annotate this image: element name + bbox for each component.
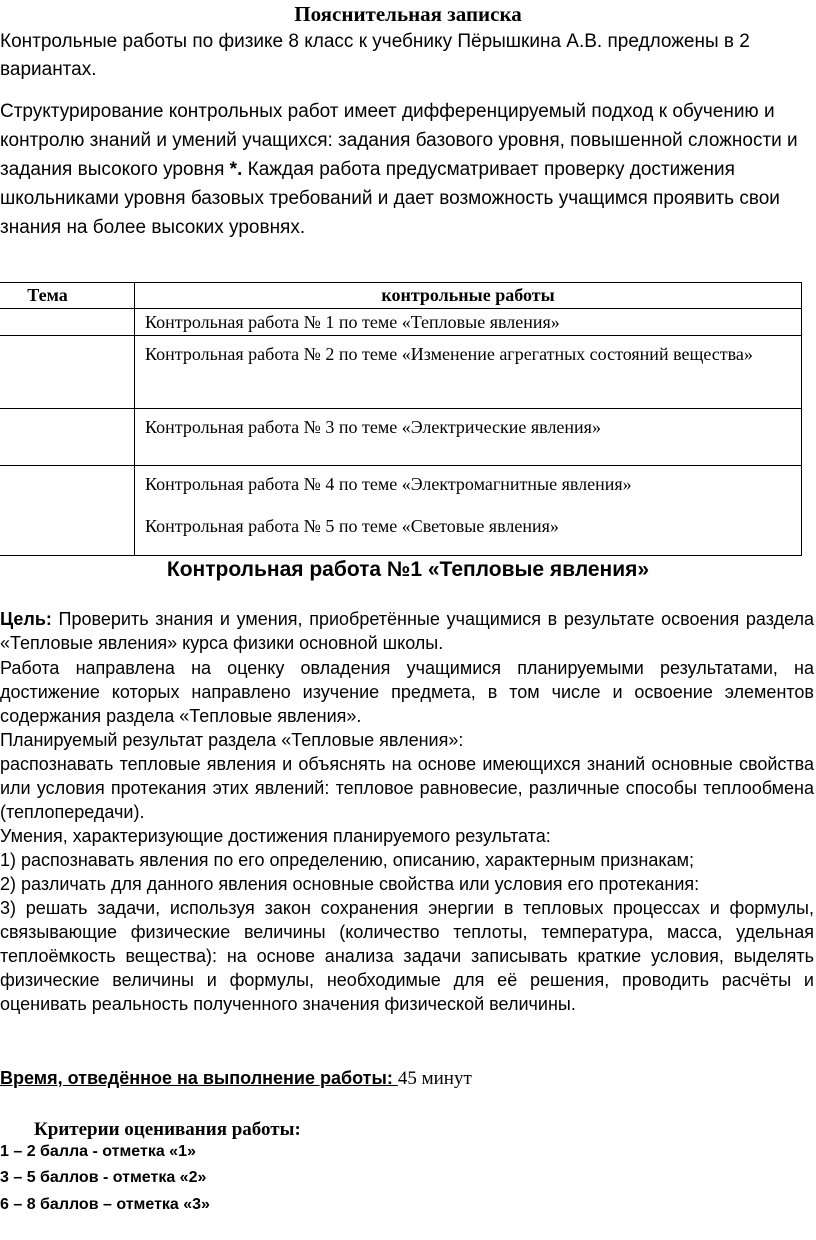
row-work-text: Контрольная работа № 2 по теме «Изменение агрегатных состояний вещества»	[145, 344, 753, 364]
structure-line-1: Структурирование контрольных работ имеет дифференцируемый подход к обучению и	[0, 101, 775, 122]
structure-line-2: контролю знаний и умений учащихся: задания базового уровня, повышенной сложности и	[0, 130, 798, 151]
structure-line-5: знания на более высоких уровнях.	[0, 217, 306, 238]
row-work-text: Контрольная работа № 5 по теме «Световые явления»	[145, 516, 559, 536]
page-title: Пояснительная записка	[294, 2, 522, 26]
row-term-text	[0, 336, 134, 369]
structure-line-3a: задания высокого уровня	[0, 159, 230, 180]
criteria-item: 6 – 8 баллов – отметка «3»	[0, 1196, 210, 1213]
intro-line-1: Контрольные работы по физике 8 класс к учебнику Пёрышкина А.В. предложены в 2	[0, 31, 750, 52]
row-work-text: Контрольная работа № 3 по теме «Электрические явления»	[145, 417, 601, 437]
row-work	[135, 409, 802, 466]
row-term-text	[0, 409, 134, 442]
time-label: Время, отведённое на выполнение работы:	[0, 1068, 398, 1088]
goal-text: Проверить знания и умения, приобретённые учащимися в результате освоения раздела «Тепловые явления» курса физики основной школы.	[0, 609, 814, 653]
planned-label: Планируемый результат раздела «Тепловые явления»:	[0, 730, 464, 750]
skills-label: Умения, характеризующие достижения планируемого результата:	[0, 826, 551, 846]
table-row	[0, 409, 802, 466]
table-row	[0, 336, 802, 409]
row-term-text	[0, 309, 134, 335]
time-line	[0, 1068, 472, 1090]
row-work	[135, 309, 802, 336]
row-work-text: Контрольная работа № 1 по теме «Тепловые явления»	[145, 312, 560, 332]
high-level-star: *.	[229, 159, 243, 180]
row-work	[135, 466, 802, 556]
structure-line-3	[0, 155, 735, 184]
criteria-item: 1 – 2 балла - отметка «1»	[0, 1143, 196, 1160]
section-title: Контрольная работа №1 «Тепловые явления»	[166, 558, 650, 581]
structure-line-4: школьниками уровня базовых требований и дает возможность учащимся проявить свои	[0, 188, 780, 209]
work-paragraph: Работа направлена на оценку овладения учащимися планируемыми результатами, на достижение которых направлено изучение предмета, в том числе и освоение элементов содержания раздела «Тепловые явления».	[0, 658, 814, 726]
table-row	[0, 466, 802, 556]
row-term-text	[0, 466, 134, 499]
table-header-row	[0, 283, 802, 309]
criteria-item: 3 – 5 баллов - отметка «2»	[0, 1169, 207, 1186]
skill-item: 3) решать задачи, используя закон сохранения энергии в тепловых процессах и формулы, связывающие физические величины (количество теплоты, температура, масса, удельная теплоёмкость вещества): на основе анализа задачи записывать краткие условия, выделять физические величины и формулы, необходимые для её решения, проводить расчёты и оценивать реальность полученного значения физической величины.	[0, 898, 814, 1014]
time-value: 45 минут	[397, 1068, 472, 1089]
goal-label: Цель:	[0, 609, 52, 629]
row-work	[135, 336, 802, 409]
intro-line-2: вариантах.	[0, 59, 97, 80]
header-topic: Тема	[0, 283, 135, 309]
skill-item: 1) распознавать явления по его определению, описанию, характерным признакам;	[0, 850, 695, 870]
row-term	[0, 466, 135, 556]
row-work-text: Контрольная работа № 4 по теме «Электромагнитные явления»	[145, 474, 632, 494]
works-table	[0, 282, 802, 556]
planned-paragraph: распознавать тепловые явления и объяснять на основе имеющихся знаний основные свойства или условия протекания этих явлений: тепловое равновесие, различные способы теплообмена (теплопередачи).	[0, 754, 814, 822]
row-term	[0, 409, 135, 466]
header-works: контрольные работы	[135, 283, 802, 309]
structure-line-3b: Каждая работа предусматривает проверку достижения	[242, 159, 735, 180]
skill-item: 2) различать для данного явления основные свойства или условия его протекания:	[0, 874, 700, 894]
row-term	[0, 309, 135, 336]
criteria-title: Критерии оценивания работы:	[34, 1119, 301, 1140]
goal-paragraph	[0, 607, 814, 655]
row-term	[0, 336, 135, 409]
table-row	[0, 309, 802, 336]
